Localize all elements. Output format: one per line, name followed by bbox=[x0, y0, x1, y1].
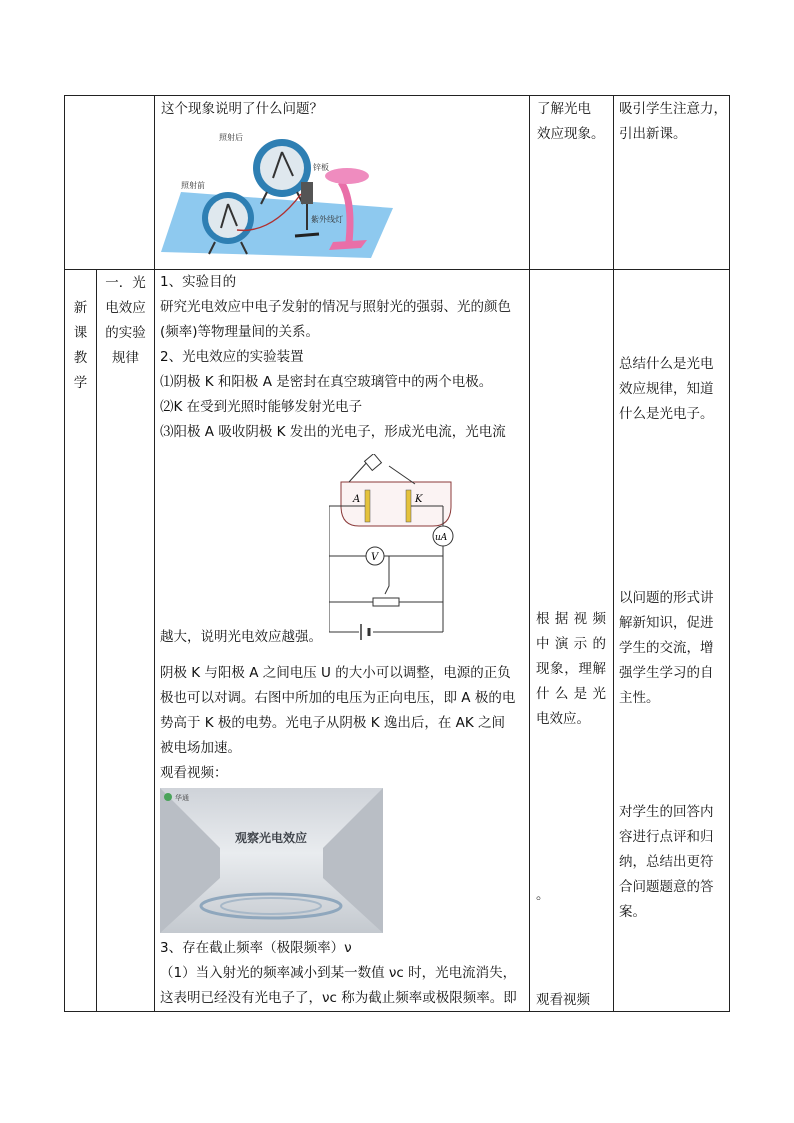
row1-design-intent: 吸引学生注意力， 引出新课。 bbox=[619, 101, 727, 142]
video-thumbnail[interactable] bbox=[160, 788, 383, 933]
row1-student-activity: 了解光电 效应现象。 bbox=[537, 101, 605, 142]
circuit-diagram bbox=[329, 454, 463, 644]
label-after: 照射后 bbox=[219, 133, 243, 142]
section-label: 一．光 电效应 的实验 规律 bbox=[105, 275, 146, 366]
video-logo: 华通 bbox=[175, 794, 189, 802]
label-zinc-plate: 锌板 bbox=[313, 163, 329, 172]
after-circuit-text: 越大，说明光电效应越强。 bbox=[160, 629, 322, 645]
row2-design-intent-1: 总结什么是光电 效应规律，知道 什么是光电子。 bbox=[619, 356, 714, 422]
lesson-plan-table bbox=[64, 95, 730, 1012]
row2-design-intent-2: 以问题的形式讲 解新知识，促进 学生的交流，增 强学生学习的自 主性。 bbox=[619, 590, 714, 706]
photoelectric-experiment-figure bbox=[161, 130, 393, 258]
label-before: 照射前 bbox=[181, 181, 205, 190]
cathode-label: K bbox=[415, 494, 423, 505]
col-divider-1 bbox=[96, 270, 97, 1011]
voltage-paragraph: 阴极 K 与阳极 A 之间电压 U 的大小可以调整，电源的正负 极也可以对调。右图中所加的电压为正向电压，即 A 极的电 势高于 K 极的电势。光电子从阴极 K 逸出后，在 AK 之间 被电场加速。 观看视频： bbox=[160, 665, 516, 781]
col-divider-3 bbox=[529, 96, 530, 1011]
col-divider-4 bbox=[613, 96, 614, 1011]
stage-label: 新 课 教 学 bbox=[73, 300, 88, 391]
anode-label: A bbox=[353, 494, 361, 505]
row2-student-activity-2: 。 bbox=[536, 887, 550, 903]
cutoff-frequency-section: 3、存在截止频率（极限频率）ν （1）当入射光的频率减小到某一数值 νc 时，光电流消失， 这表明已经没有光电子了，νc 称为截止频率或极限频率。即 bbox=[160, 940, 517, 1006]
ammeter-label: uA bbox=[435, 533, 448, 543]
label-uv-lamp: 紫外线灯 bbox=[311, 215, 343, 224]
content-intro: 1、实验目的 研究光电效应中电子发射的情况与照射光的强弱、光的颜色 (频率)等物理量间的关系。 2、光电效应的实验装置 ⑴阴极 K 和阳极 A 是密封在真空玻璃管中的两个电极。 ⑵K 在受到光照时能够发射光电子 ⑶阳极 A 吸收阴极 K 发出的光电子，形成光电流，光电流 bbox=[160, 274, 511, 440]
col-divider-2 bbox=[154, 96, 155, 1011]
voltmeter-label: V bbox=[371, 552, 379, 563]
row2-student-activity-3: 观看视频 bbox=[536, 992, 590, 1008]
row2-student-activity: 根 据 视 频 中 演 示 的 现象，理解 什 么 是 光 电效应。 bbox=[536, 611, 606, 727]
video-title: 观察光电效应 bbox=[234, 831, 308, 845]
content-question: 这个现象说明了什么问题？ bbox=[161, 101, 323, 117]
row2-design-intent-3: 对学生的回答内 容进行点评和归 纳，总结出更符 合问题题意的答 案。 bbox=[619, 804, 714, 920]
